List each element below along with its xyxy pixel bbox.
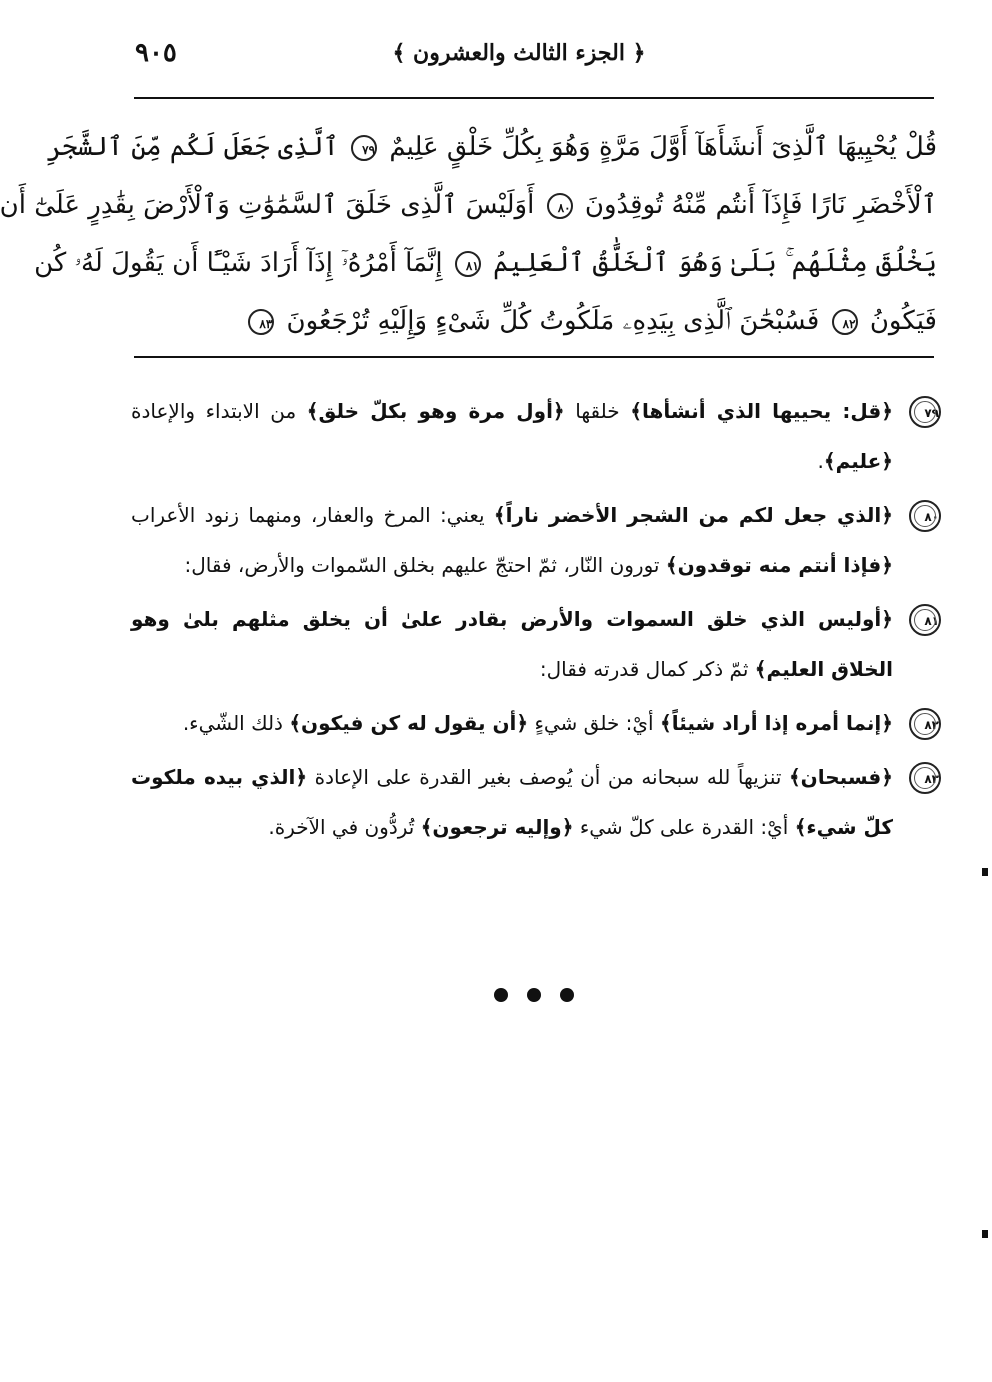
page-number: ٩٠٥ bbox=[135, 38, 177, 68]
commentary-text: ثمّ ذكر كمال قدرته فقال: bbox=[539, 657, 755, 681]
quran-text: أَوَلَيْسَ ٱلَّذِى خَلَقَ ٱلسَّمَٰوَٰتِ وَٱلْأَرْضَ بِقَٰدِرٍ عَلَىٰٓ أَن bbox=[0, 190, 535, 220]
ayah-number-marker: ٨٢ bbox=[832, 309, 858, 335]
quran-text-block bbox=[0, 118, 937, 350]
quran-text: ٱلَّذِى جَعَلَ لَكُم مِّنَ ٱلشَّجَرِ bbox=[46, 132, 339, 162]
ornament-dot bbox=[494, 988, 508, 1002]
scan-edge-mark bbox=[982, 1230, 988, 1238]
end-of-section-dots bbox=[494, 988, 574, 1002]
commentary-text: يعني: المرخ والعفار، ومنهما زنود الأعراب bbox=[131, 503, 494, 527]
verse-number-badge: ٨٣ bbox=[909, 762, 941, 794]
running-head: ﴿ الجزء الثالث والعشرون ﴾ bbox=[392, 40, 646, 66]
quran-text: قُلْ يُحْيِيهَا ٱلَّذِىٓ أَنشَأَهَآ أَوَّلَ مَرَّةٍ وَهُوَ بِكُلِّ خَلْقٍ عَلِيمٌ bbox=[389, 132, 937, 162]
verse-number-badge: ٨٢ bbox=[909, 708, 941, 740]
commentary-text: من الابتداء والإعادة bbox=[131, 399, 307, 423]
ayah-number-marker: ٧٩ bbox=[351, 135, 377, 161]
commentary-entry bbox=[131, 594, 941, 694]
quoted-verse-text: ﴿وإليه ترجعون﴾ bbox=[420, 815, 574, 839]
quran-text: ٱلْأَخْضَرِ نَارًا فَإِذَآ أَنتُم مِّنْهُ تُوقِدُونَ bbox=[584, 190, 937, 220]
verse-number-badge: ٧٩ bbox=[909, 396, 941, 428]
verse-number-badge: ٨٠ bbox=[909, 500, 941, 532]
ornament-dot bbox=[560, 988, 574, 1002]
quoted-verse-text: ﴿الذي بيده ملكوت كلّ شيء﴾ bbox=[131, 765, 893, 839]
commentary-text: تنزيهاً لله سبحانه من أن يُوصف بغير القدرة على الإعادة bbox=[307, 765, 789, 789]
quoted-verse-text: ﴿إنما أمره إذا أراد شيئاً﴾ bbox=[659, 711, 893, 735]
quoted-verse-text: ﴿قل: يحييها الذي أنشأها﴾ bbox=[630, 399, 893, 423]
commentary-entry bbox=[131, 490, 941, 590]
quoted-verse-text: ﴿أول مرة وهو بكلّ خلق﴾ bbox=[306, 399, 565, 423]
commentary-text: ذلك الشّيء. bbox=[182, 711, 290, 735]
quoted-verse-text: ﴿فسبحان﴾ bbox=[788, 765, 893, 789]
quran-text: فَسُبْحَٰنَ ٱلَّذِى بِيَدِهِۦ مَلَكُوتُ كُلِّ شَىْءٍ وَإِلَيْهِ تُرْجَعُونَ bbox=[286, 306, 820, 336]
ayah-number-marker: ٨٣ bbox=[248, 309, 274, 335]
separator-rule bbox=[134, 356, 934, 358]
top-rule bbox=[134, 97, 934, 99]
quoted-verse-text: ﴿أوليس الذي خلق السموات والأرض بقادر علىٰ أن يخلق مثلهم بلىٰ وهو الخلاق العليم﴾ bbox=[131, 607, 893, 681]
scan-edge-mark bbox=[982, 868, 988, 876]
commentary-text: أيْ: القدرة على كلّ شيء bbox=[573, 815, 795, 839]
quoted-verse-text: ﴿أن يقول له كن فيكون﴾ bbox=[289, 711, 529, 735]
ornament-dot bbox=[527, 988, 541, 1002]
commentary-section bbox=[131, 386, 941, 856]
ayah-number-marker: ٨٠ bbox=[547, 193, 573, 219]
commentary-entry bbox=[131, 752, 941, 852]
quran-line bbox=[0, 176, 937, 234]
commentary-entry bbox=[131, 698, 941, 748]
quran-text: فَيَكُونُ bbox=[869, 306, 937, 336]
commentary-text: أيْ: خلق شيءٍ bbox=[528, 711, 660, 735]
verse-number-badge: ٨١ bbox=[909, 604, 941, 636]
quran-text: إِنَّمَآ أَمْرُهُۥٓ إِذَآ أَرَادَ شَيْـًٔا أَن يَقُولَ لَهُۥ كُن bbox=[34, 248, 443, 278]
commentary-text: تورون النّار، ثمّ احتجّ عليهم بخلق السّموات والأرض، فقال: bbox=[184, 553, 666, 577]
commentary-text: تُردُّون في الآخرة. bbox=[268, 815, 421, 839]
quoted-verse-text: ﴿عليم﴾ bbox=[823, 449, 893, 473]
quoted-verse-text: ﴿الذي جعل لكم من الشجر الأخضر ناراً﴾ bbox=[493, 503, 893, 527]
commentary-text: . bbox=[817, 449, 824, 473]
quran-line bbox=[34, 234, 937, 292]
quran-line bbox=[119, 292, 937, 350]
ayah-number-marker: ٨١ bbox=[455, 251, 481, 277]
quoted-verse-text: ﴿فإذا أنتم منه توقدون﴾ bbox=[665, 553, 893, 577]
quran-text: يَخْلُقَ مِثْلَهُم ۚ بَلَىٰ وَهُوَ ٱلْخَلَّٰقُ ٱلْعَلِيمُ bbox=[493, 248, 937, 278]
commentary-entry bbox=[131, 386, 941, 486]
commentary-text: خلقها bbox=[564, 399, 631, 423]
quran-line bbox=[46, 118, 937, 176]
